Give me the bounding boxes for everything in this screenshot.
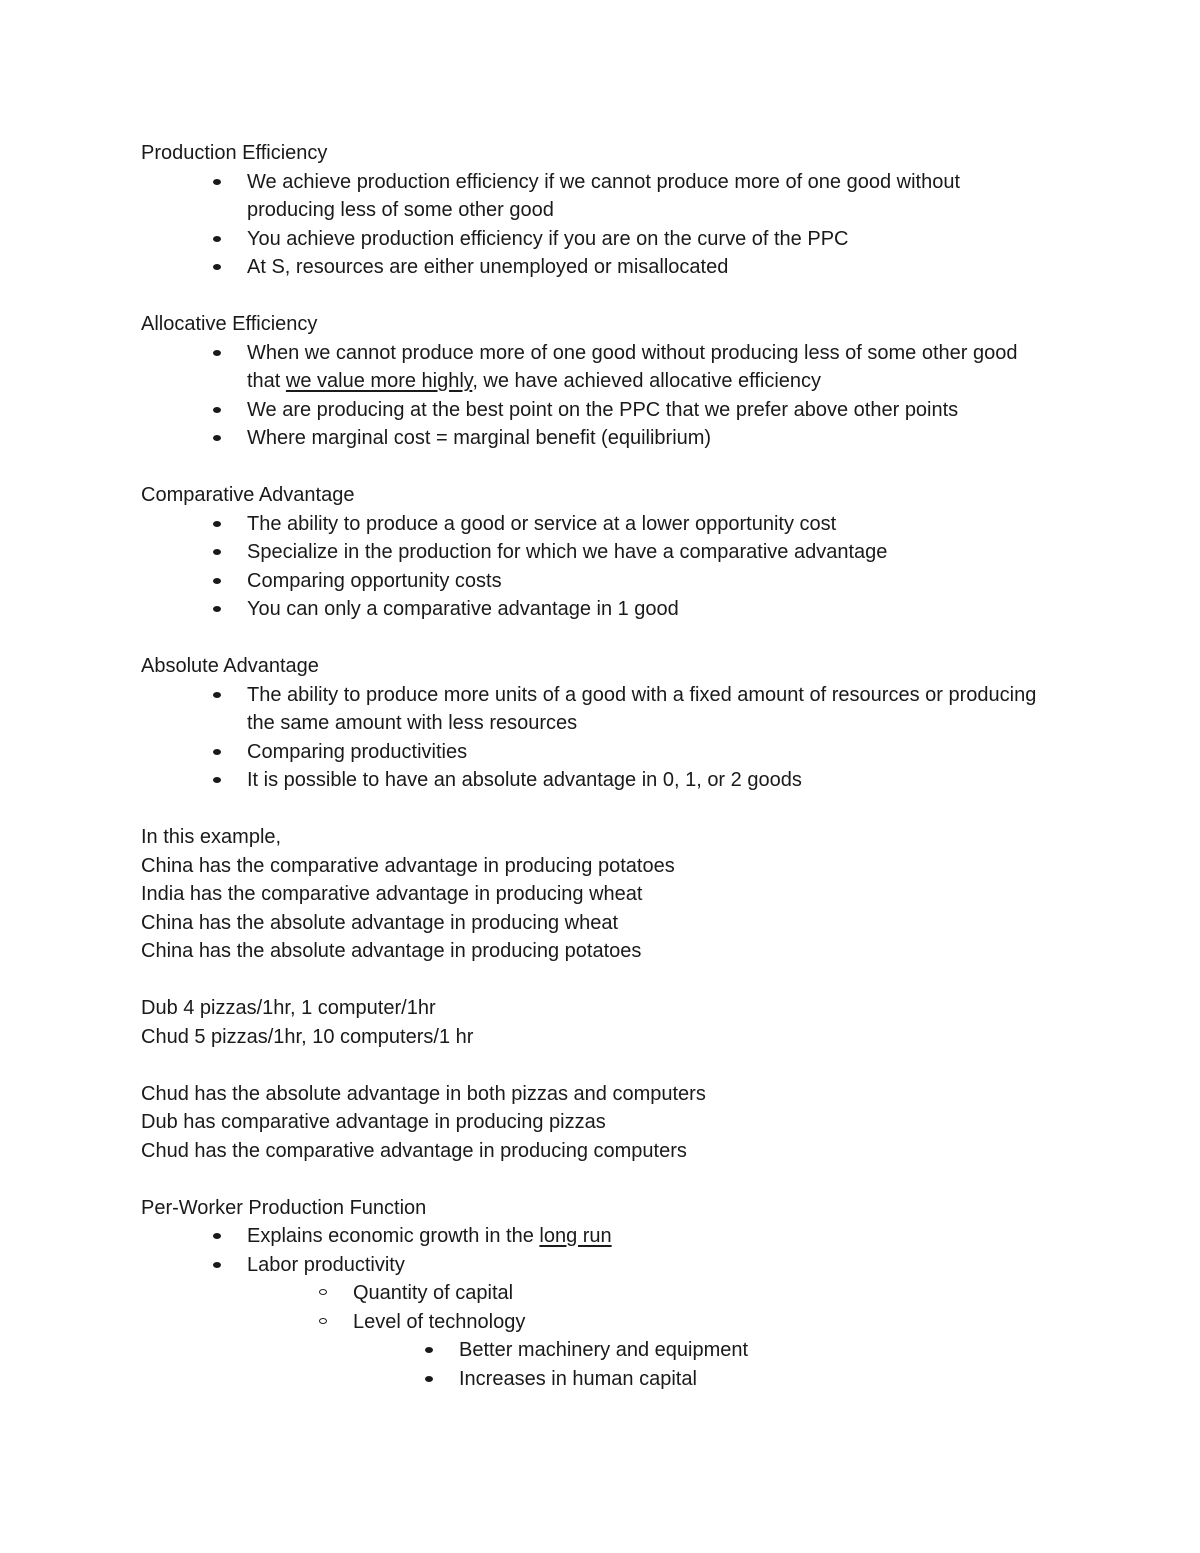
rates-paragraph [141, 994, 1101, 1051]
bullet-disc-icon [213, 578, 221, 584]
bullet-disc-icon [213, 350, 221, 356]
list-item [141, 595, 1101, 624]
text-line: Dub 4 pizzas/1hr, 1 computer/1hr [141, 997, 436, 1019]
text-line: Chud has the comparative advantage in producing computers [141, 1139, 687, 1162]
section-heading: Absolute Advantage [141, 655, 319, 677]
conclusions-paragraph [141, 1080, 1101, 1166]
list-item-text: Quantity of capital [353, 1282, 514, 1304]
list-item-text: We achieve production efficiency if we cannot produce more of one good without producing less of some other good [247, 170, 961, 221]
list-item [141, 168, 1101, 225]
bullet-disc-icon [213, 521, 221, 527]
bullet-disc-icon [213, 435, 221, 441]
text-segment: Explains economic growth in the [247, 1225, 540, 1247]
bullet-disc-icon [213, 179, 221, 185]
list-item-text: Increases in human capital [459, 1367, 697, 1390]
section-production-efficiency [141, 139, 1101, 282]
bullet-disc-icon [425, 1376, 433, 1382]
list-item [141, 766, 1101, 795]
bullet-disc-icon [425, 1347, 433, 1353]
list-item [141, 1251, 1101, 1280]
section-absolute-advantage [141, 652, 1101, 795]
list-item-text: You can only a comparative advantage in 1 good [247, 598, 679, 620]
underlined-text: long run [539, 1225, 612, 1247]
section-heading: Allocative Efficiency [141, 313, 318, 335]
bullet-list [141, 510, 1101, 624]
list-item-text: Comparing opportunity costs [247, 569, 502, 592]
bullet-disc-icon [213, 692, 221, 698]
section-comparative-advantage [141, 481, 1101, 624]
text-line: Dub has comparative advantage in producing pizzas [141, 1111, 606, 1133]
sub-sub-list-item [141, 1336, 1101, 1365]
list-item-text [247, 339, 1047, 396]
bullet-disc-icon [213, 549, 221, 555]
list-item-text: Level of technology [353, 1310, 526, 1333]
section-allocative-efficiency [141, 310, 1101, 453]
list-item-text: Specialize in the production for which we have a comparative advantage [247, 541, 888, 563]
list-item [141, 1222, 1101, 1251]
underlined-text: we value more highly [285, 370, 473, 392]
list-item-text: It is possible to have an absolute advantage in 0, 1, or 2 goods [247, 769, 802, 791]
list-item-text: Better machinery and equipment [459, 1339, 749, 1361]
bullet-disc-icon [213, 1233, 221, 1239]
text-segment: , we have achieved allocative efficiency [472, 370, 822, 392]
text-line: China has the comparative advantage in producing potatoes [141, 854, 675, 877]
list-item [141, 225, 1101, 254]
sub-list-item [141, 1308, 1101, 1337]
list-item-text: The ability to produce a good or service at a lower opportunity cost [247, 512, 837, 535]
list-item-text: We are producing at the best point on the PPC that we prefer above other points [247, 398, 959, 421]
list-item [141, 424, 1101, 453]
list-item-text: Where marginal cost = marginal benefit (equilibrium) [247, 427, 712, 449]
bullet-disc-icon [213, 1262, 221, 1268]
bullet-circle-icon [319, 1289, 327, 1295]
bullet-circle-icon [319, 1318, 327, 1324]
bullet-list [141, 681, 1101, 795]
bullet-disc-icon [213, 606, 221, 612]
bullet-disc-icon [213, 236, 221, 242]
section-heading: Comparative Advantage [141, 484, 355, 506]
sub-list-item [141, 1279, 1101, 1308]
text-line: India has the comparative advantage in producing wheat [141, 883, 643, 905]
text-line: In this example, [141, 826, 282, 848]
text-line: Chud 5 pizzas/1hr, 10 computers/1 hr [141, 1025, 474, 1048]
bullet-list [141, 1222, 1101, 1393]
bullet-list [141, 339, 1101, 453]
sub-sub-list-item [141, 1365, 1101, 1394]
list-item-text: At S, resources are either unemployed or misallocated [247, 256, 729, 278]
section-per-worker-production [141, 1194, 1101, 1394]
bullet-disc-icon [213, 264, 221, 270]
document-body [141, 139, 1101, 1422]
list-item-text: The ability to produce more units of a good with a fixed amount of resources or producing the same amount with less resources [247, 683, 1037, 734]
list-item [141, 538, 1101, 567]
example-paragraph [141, 823, 1101, 966]
bullet-disc-icon [213, 749, 221, 755]
list-item [141, 339, 1101, 396]
text-line: China has the absolute advantage in producing potatoes [141, 940, 642, 962]
list-item [141, 396, 1101, 425]
list-item [141, 681, 1101, 738]
list-item-text: You achieve production efficiency if you are on the curve of the PPC [247, 227, 849, 250]
section-heading: Production Efficiency [141, 142, 328, 164]
list-item [141, 567, 1101, 596]
text-line: Chud has the absolute advantage in both pizzas and computers [141, 1082, 706, 1105]
text-segment: When we cannot produce more of one good without producing less of some other good that [247, 341, 1018, 392]
text-line: China has the absolute advantage in producing wheat [141, 911, 619, 934]
section-heading: Per-Worker Production Function [141, 1196, 427, 1219]
list-item [141, 510, 1101, 539]
list-item-text: Comparing productivities [247, 740, 468, 763]
list-item-text: Labor productivity [247, 1253, 405, 1276]
bullet-disc-icon [213, 777, 221, 783]
list-item [141, 738, 1101, 767]
list-item [141, 253, 1101, 282]
bullet-disc-icon [213, 407, 221, 413]
bullet-list [141, 168, 1101, 282]
